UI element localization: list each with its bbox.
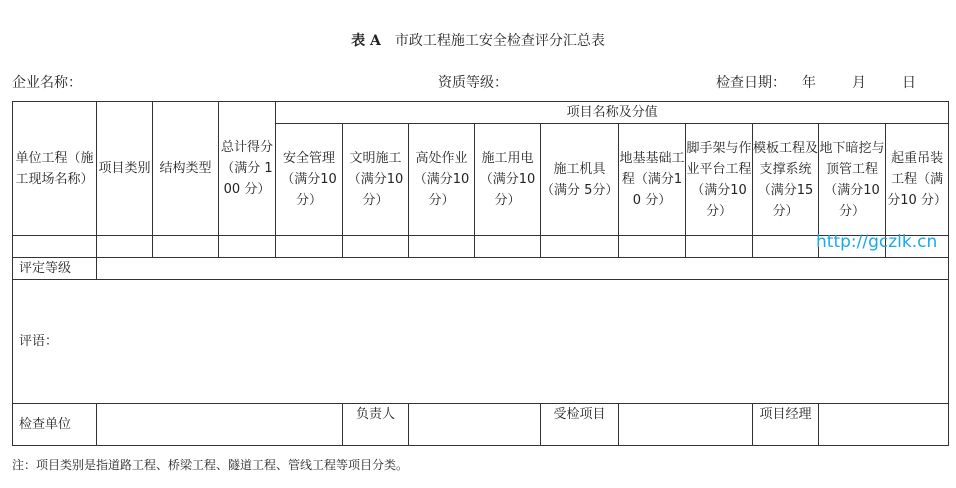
empty-cell[interactable] (343, 236, 409, 258)
item-header: 施工用电（满分10 分） (475, 124, 541, 236)
item-header: 脚手架与作业平台工程（满分10 分） (686, 124, 753, 236)
item-header: 安全管理（满分10 分） (276, 124, 343, 236)
inspection-unit-value[interactable] (97, 404, 343, 446)
group-header: 项目名称及分值 (276, 102, 949, 124)
empty-cell[interactable] (686, 236, 753, 258)
day-label: 日 (902, 75, 916, 91)
rating-value-cell[interactable] (97, 258, 949, 280)
empty-cell[interactable] (753, 236, 819, 258)
total-score-header: 总计得分（满分 100 分） (219, 102, 276, 236)
table-title: 市政工程施工安全检查评分汇总表 (394, 33, 605, 49)
summary-table (12, 101, 949, 446)
unit-header: 单位工程（施工现场名称） (13, 102, 97, 236)
qualification-label: 资质等级： (438, 75, 508, 91)
project-manager-value[interactable] (819, 404, 949, 446)
item-header: 模板工程及支撑系统（满分15 分） (753, 124, 819, 236)
empty-cell[interactable] (219, 236, 276, 258)
project-type-header: 项目类别 (97, 102, 153, 236)
table-number: 表 A (351, 33, 381, 49)
score-row (13, 236, 949, 258)
item-header: 起重吊装工程（满分10 分） (886, 124, 949, 236)
responsible-value[interactable] (409, 404, 541, 446)
inspected-project-value[interactable] (619, 404, 753, 446)
empty-cell[interactable] (541, 236, 619, 258)
comments-cell[interactable] (13, 280, 949, 404)
page-title (0, 30, 956, 50)
watermark-link: http://gczlk.cn (816, 232, 938, 252)
year-label: 年 (802, 75, 816, 91)
project-manager-label: 项目经理 (753, 404, 819, 446)
empty-cell[interactable] (276, 236, 343, 258)
item-header: 施工机具（满分 5分） (541, 124, 619, 236)
check-date-text: 检查日期： (716, 75, 786, 91)
inspection-unit-label: 检查单位 (13, 404, 97, 446)
item-header: 高处作业（满分10 分） (409, 124, 475, 236)
empty-cell[interactable] (619, 236, 686, 258)
empty-cell[interactable] (409, 236, 475, 258)
item-header: 地下暗挖与顶管工程（满分10 分） (819, 124, 886, 236)
structure-type-header: 结构类型 (153, 102, 219, 236)
inspected-project-label: 受检项目 (541, 404, 619, 446)
item-header: 地基基础工程（满分10 分） (619, 124, 686, 236)
empty-cell[interactable] (13, 236, 97, 258)
empty-cell[interactable] (153, 236, 219, 258)
responsible-label: 负责人 (343, 404, 409, 446)
comments-label: 评语： (19, 334, 59, 349)
rating-label: 评定等级 (13, 258, 97, 280)
item-header: 文明施工（满分10 分） (343, 124, 409, 236)
footnote: 注：项目类别是指道路工程、桥梁工程、隧道工程、管线工程等项目分类。 (12, 458, 409, 472)
empty-cell[interactable] (97, 236, 153, 258)
empty-cell[interactable] (475, 236, 541, 258)
company-name-label: 企业名称： (12, 75, 82, 91)
month-label: 月 (852, 75, 866, 91)
check-date-label (716, 72, 916, 92)
